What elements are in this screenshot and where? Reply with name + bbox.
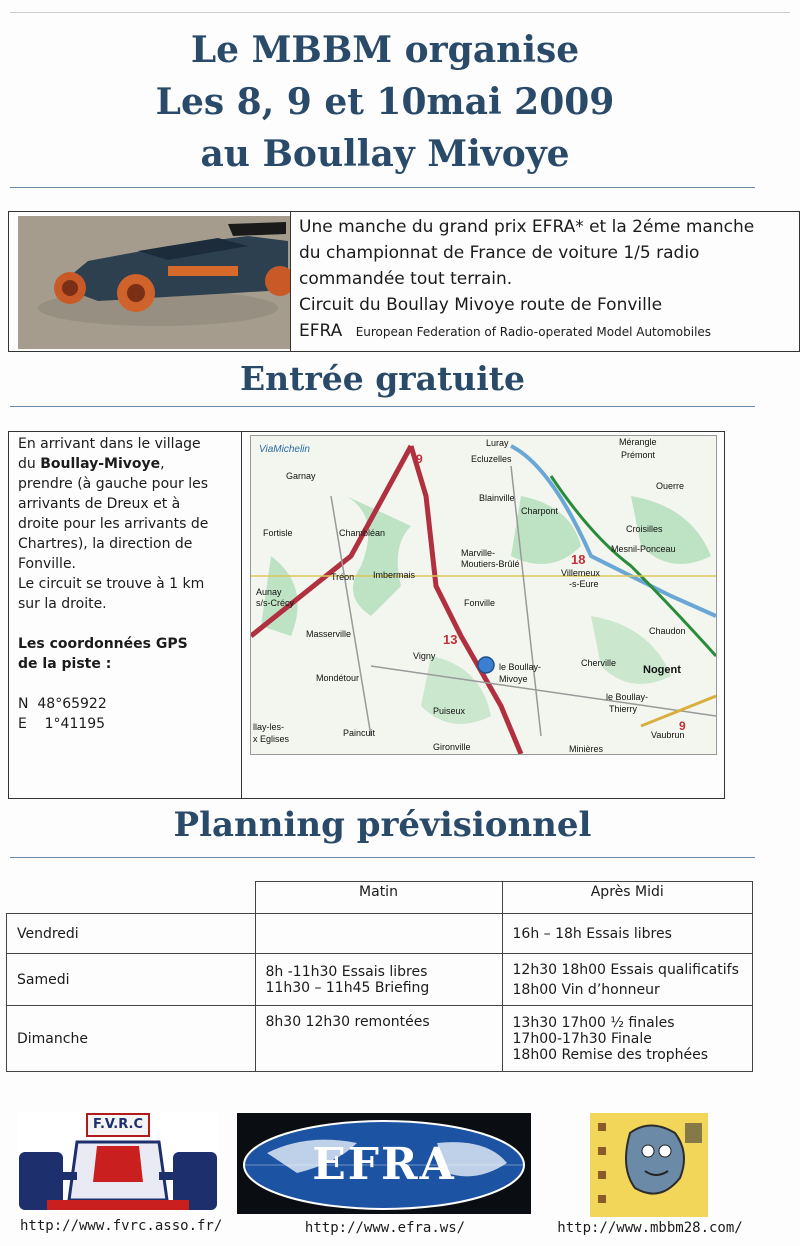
map-label: Charpont — [521, 506, 559, 516]
fvrc-logo[interactable] — [17, 1112, 219, 1214]
mbbm-mascot-icon — [590, 1113, 708, 1217]
road-number: 9 — [416, 452, 423, 466]
apres-cell — [502, 914, 753, 954]
map-label: Gironville — [433, 742, 471, 752]
map-label: le Boullay- — [606, 692, 649, 702]
map-label: Aunay — [256, 587, 282, 597]
header-cell-matin: Matin — [255, 882, 502, 914]
location-map — [250, 435, 717, 755]
map-label: Croisilles — [626, 524, 663, 534]
intro-line-2: du championnat de France de voiture 1/5 radio — [299, 243, 700, 263]
matin-cell — [255, 1006, 502, 1072]
road-number: 18 — [571, 552, 586, 567]
map-label: Imbermais — [373, 570, 416, 580]
matin-cell — [255, 954, 502, 1006]
dir-line-5: droite pour les arrivants de — [18, 516, 209, 532]
intro-divider — [290, 212, 291, 351]
slot: 16h – 18h Essais libres — [512, 925, 672, 942]
entree-title: Entrée gratuite — [239, 359, 526, 398]
map-label: -s-Eure — [569, 579, 599, 589]
map-label: Blainville — [479, 493, 515, 503]
apres-cell — [502, 1006, 753, 1072]
mbbm-logo[interactable] — [590, 1113, 708, 1217]
dir-line-9: sur la droite. — [18, 596, 107, 612]
map-label: Prémont — [621, 450, 656, 460]
map-label: le Boullay- — [499, 662, 542, 672]
directions-divider — [241, 432, 242, 798]
map-label: s/s-Crécy — [256, 598, 294, 608]
map-label: Minières — [569, 744, 604, 754]
map-label: Masserville — [306, 629, 352, 639]
intro-box — [8, 211, 800, 352]
apres-cell — [502, 954, 753, 1006]
day-cell: Dimanche — [7, 1006, 256, 1072]
intro-efra-line — [299, 318, 799, 345]
map-label: Cherville — [581, 658, 617, 668]
header-cell-apres: Après Midi — [502, 882, 753, 914]
intro-line-1: Une manche du grand prix EFRA* et la 2éme manche — [299, 217, 755, 237]
slot: 18h00 Vin d’honneur — [512, 981, 660, 998]
planning-title: Planning prévisionnel — [173, 805, 592, 845]
dir-line-6: Chartres), la direction de — [18, 536, 193, 552]
table-row — [7, 954, 753, 1006]
map-label: llay-les- — [253, 722, 285, 732]
header-line-2: Les 8, 9 et 10mai 2009 — [155, 81, 615, 123]
slot: 12h30 18h00 Essais qualificatifs — [512, 961, 739, 978]
mbbm-url-link[interactable]: http://www.mbbm28.com/ — [557, 1220, 743, 1236]
map-label: Thierry — [609, 704, 638, 714]
table-row — [7, 914, 753, 954]
map-label: Garnay — [286, 471, 316, 481]
map-label: Moutiers-Brûlé — [461, 559, 520, 569]
efra-full-name: European Federation of Radio-operated Model Automobiles — [355, 325, 712, 339]
header-line-3: au Boullay Mivoye — [200, 133, 570, 175]
dir-line-4: arrivants de Dreux et à — [18, 496, 181, 512]
map-label: Mérangle — [619, 437, 657, 447]
header-cell-empty — [7, 882, 256, 914]
table-row — [7, 1006, 753, 1072]
intro-text — [299, 214, 799, 345]
directions-text — [18, 434, 243, 734]
slot: 18h00 Remise des trophées — [512, 1046, 709, 1063]
slot: 8h -11h30 Essais libres — [265, 963, 428, 980]
dir-line-2-prefix: du — [18, 456, 41, 472]
entree-divider — [10, 406, 755, 407]
table-header-row — [7, 882, 753, 914]
efra-label: EFRA — [299, 321, 343, 341]
map-label: Mondétour — [316, 673, 360, 683]
fvrc-url-link[interactable]: http://www.fvrc.asso.fr/ — [20, 1218, 223, 1234]
top-divider — [10, 12, 790, 13]
map-label: Fonville — [464, 598, 496, 608]
map-label: Ouerre — [656, 481, 685, 491]
planning-table — [6, 881, 753, 1072]
gps-title-2: de la piste : — [18, 656, 112, 672]
map-label: Villemeux — [561, 568, 600, 578]
efra-text: EFRA — [312, 1139, 456, 1190]
dir-line-3: prendre (à gauche pour les — [18, 476, 209, 492]
gps-east: E 1°41195 — [18, 716, 106, 732]
dir-line-7: Fonville. — [18, 556, 77, 572]
village-name: Boullay-Mivoye — [40, 456, 161, 472]
dir-line-2-suffix: , — [160, 456, 165, 472]
map-label: x Eglises — [253, 734, 290, 744]
slot: 17h00-17h30 Finale — [512, 1030, 652, 1047]
gps-north: N 48°65922 — [18, 696, 107, 712]
road-number: 13 — [443, 632, 458, 647]
map-roads-icon — [251, 436, 716, 754]
slot: 13h30 17h00 ½ finales — [512, 1014, 675, 1031]
rc-car-icon — [18, 216, 290, 349]
map-label: Puiseux — [433, 706, 466, 716]
map-label: Tréon — [331, 572, 355, 582]
day-cell: Samedi — [7, 954, 256, 1006]
rc-car-photo — [18, 216, 290, 349]
matin-cell — [255, 914, 502, 954]
map-label: Marville- — [461, 548, 496, 558]
map-label: Ecluzelles — [471, 454, 512, 464]
header-line-1: Le MBBM organise — [190, 29, 580, 71]
map-label: Chaudon — [649, 626, 686, 636]
map-label: Luray — [486, 438, 509, 448]
intro-line-4: Circuit du Boullay Mivoye route de Fonville — [299, 295, 663, 315]
fvrc-text: F.V.R.C — [93, 1117, 143, 1132]
map-label: Vigny — [413, 651, 436, 661]
map-label: Vaubrun — [651, 730, 685, 740]
map-label: Nogent — [643, 664, 681, 676]
gps-title-1: Les coordonnées GPS — [18, 636, 188, 652]
day-cell: Vendredi — [7, 914, 256, 954]
dir-line-1: En arrivant dans le village — [18, 436, 201, 452]
map-brand: ViaMichelin — [259, 444, 310, 455]
map-label: Fortisle — [263, 528, 293, 538]
map-label: Mesnil-Ponceau — [611, 544, 676, 554]
dir-line-8: Le circuit se trouve à 1 km — [18, 576, 205, 592]
map-label: Mivoye — [499, 674, 528, 684]
road-number: 9 — [679, 719, 686, 733]
dir-line-2 — [18, 454, 243, 474]
map-label: Chambléan — [339, 528, 386, 538]
intro-line-3: commandée tout terrain. — [299, 269, 513, 289]
slot: 11h30 – 11h45 Briefing — [265, 979, 430, 996]
map-label: Paincuit — [343, 728, 376, 738]
slot: 8h30 12h30 remontées — [265, 1014, 430, 1030]
planning-divider — [10, 857, 755, 858]
efra-url-link[interactable]: http://www.efra.ws/ — [304, 1220, 466, 1236]
efra-logo[interactable] — [237, 1113, 531, 1214]
header-divider — [10, 187, 755, 188]
directions-box — [8, 431, 725, 799]
